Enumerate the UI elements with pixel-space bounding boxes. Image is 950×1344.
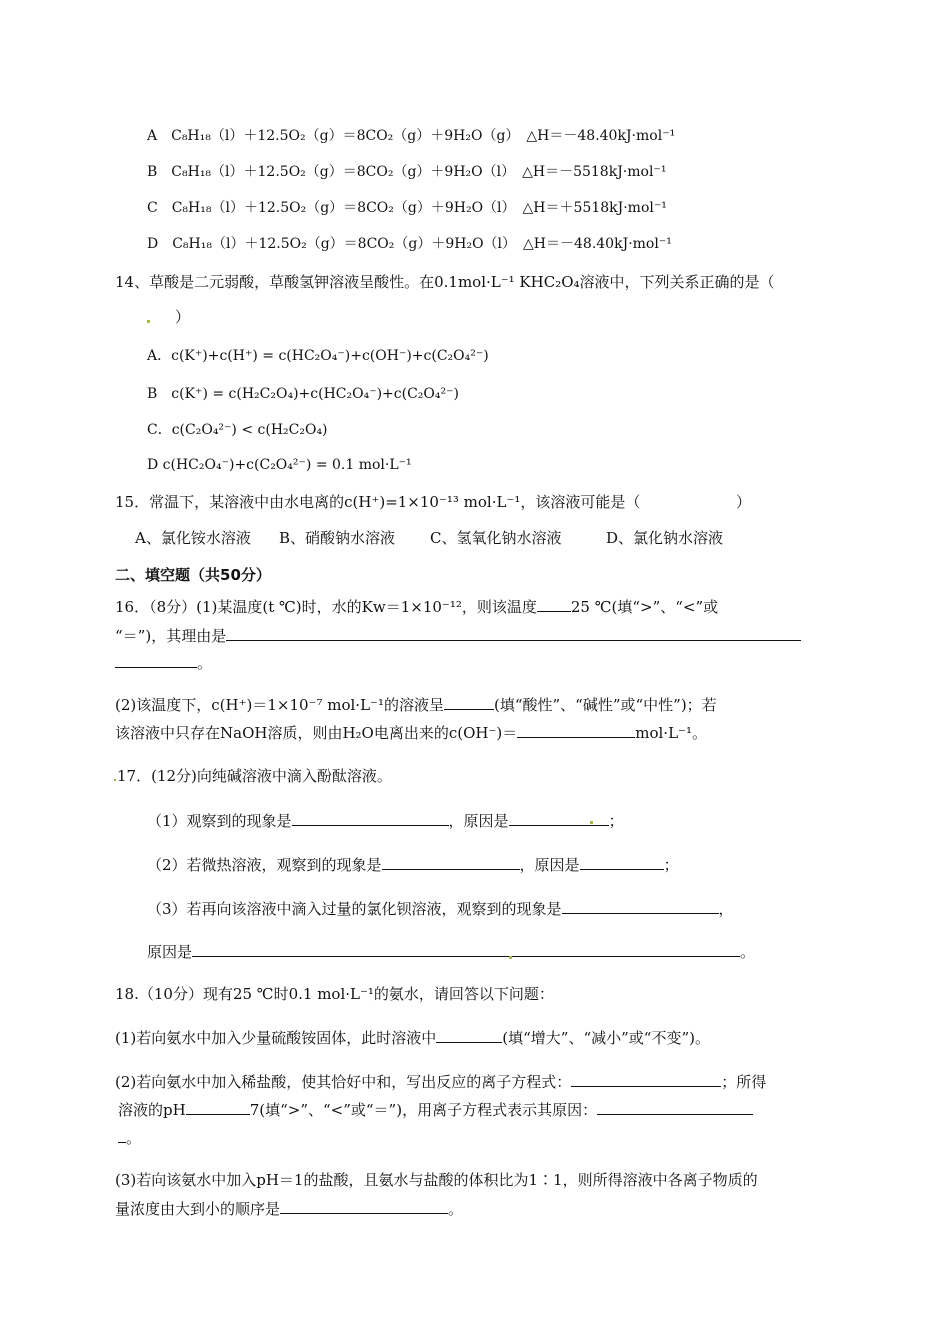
answer-blank[interactable] xyxy=(597,1099,753,1115)
q16-text-2: “＝”)，其理由是 xyxy=(115,627,227,645)
q18-text-2a: (2)若向氨水中加入稀盐酸，使其恰好中和，写出反应的离子方程式： xyxy=(115,1073,572,1091)
q18-text-3a: 溶液的pH xyxy=(118,1101,186,1119)
answer-blank[interactable] xyxy=(537,596,571,612)
q17-part-3 xyxy=(147,898,734,919)
q18-text-3b: 7(填“>”、“<”或“＝”)，用离子方程式表示其原因： xyxy=(249,1101,598,1119)
section-heading: 二、填空题（共50分） xyxy=(115,566,271,584)
q18-part-4 xyxy=(118,1127,141,1148)
answer-blank[interactable] xyxy=(280,1198,448,1214)
q15-stem-close: ） xyxy=(736,493,752,511)
q13-option-b: B C₈H₁₈（l）＋12.5O₂（g）＝8CO₂（g）＋9H₂O（l） △H＝－5518kJ·mol⁻¹ xyxy=(147,164,667,180)
q14-option-c: C．c(C₂O₄²⁻) < c(H₂C₂O₄) xyxy=(147,422,328,438)
answer-blank[interactable] xyxy=(192,941,740,957)
q17-text-1c: ； xyxy=(608,812,624,830)
q16-text-5a: 该溶液中只存在NaOH溶质，则由H₂O电离出来的c(OH⁻)＝ xyxy=(115,724,518,742)
q18-text-6b: 。 xyxy=(448,1200,464,1218)
q18-part-3 xyxy=(118,1099,753,1120)
q14-option-d: D c(HC₂O₄⁻)+c(C₂O₄²⁻) = 0.1 mol·L⁻¹ xyxy=(147,457,412,473)
answer-blank[interactable] xyxy=(580,854,664,870)
scan-speck xyxy=(509,956,512,959)
q17-text-4b: 。 xyxy=(740,943,756,961)
answer-blank[interactable] xyxy=(382,854,520,870)
q16-text-1b: 25 ℃(填“>”、“<”或 xyxy=(570,598,719,616)
scan-speck xyxy=(147,320,150,323)
q18-text-6a: 量浓度由大到小的顺序是 xyxy=(115,1200,281,1218)
q13-option-d: D C₈H₁₈（l）＋12.5O₂（g）＝8CO₂（g）＋9H₂O（l） △H＝－48.40kJ·mol⁻¹ xyxy=(147,236,672,252)
q18-part-6 xyxy=(115,1198,463,1219)
answer-blank[interactable] xyxy=(436,1027,502,1043)
q15-stem: 15．常温下，某溶液中由水电离的c(H⁺)=1×10⁻¹³ mol·L⁻¹，该溶液可能是（ xyxy=(115,493,641,511)
answer-blank[interactable] xyxy=(509,810,609,826)
q17-title: 17．(12分)向纯碱溶液中滴入酚酞溶液。 xyxy=(117,767,392,785)
q16-text-3: 。 xyxy=(197,654,213,672)
q14-stem: 14、草酸是二元弱酸，草酸氢钾溶液呈酸性。在0.1mol·L⁻¹ KHC₂O₄溶液中，下列关系正确的是（ xyxy=(115,273,775,291)
q18-part-2 xyxy=(115,1071,766,1092)
answer-blank[interactable] xyxy=(562,898,719,914)
q18-part-5: (3)若向该氨水中加入pH＝1的盐酸，且氨水与盐酸的体积比为1∶1，则所得溶液中各离子物质的 xyxy=(115,1171,758,1189)
q15-option-a: A、氯化铵水溶液 xyxy=(135,529,251,547)
answer-blank[interactable] xyxy=(115,652,197,668)
q14-option-a: A．c(K⁺)+c(H⁺) = c(HC₂O₄⁻)+c(OH⁻)+c(C₂O₄²⁻) xyxy=(147,348,489,364)
q18-text-2b: ；所得 xyxy=(721,1073,767,1091)
q16-line-1 xyxy=(115,596,718,617)
q15-option-d: D、氯化钠水溶液 xyxy=(606,529,724,547)
q16-line-4 xyxy=(115,694,717,715)
q16-line-5 xyxy=(115,722,707,743)
q18-text-1b: (填“增大”、“减小”或“不变”)。 xyxy=(502,1029,710,1047)
q13-option-c: C C₈H₁₈（l）＋12.5O₂（g）＝8CO₂（g）＋9H₂O（l） △H＝＋5518kJ·mol⁻¹ xyxy=(147,200,667,216)
scan-speck xyxy=(590,821,593,824)
q18-part-1 xyxy=(115,1027,710,1048)
q17-text-1b: ，原因是 xyxy=(448,812,509,830)
answer-blank[interactable] xyxy=(571,1071,721,1087)
answer-blank[interactable] xyxy=(226,625,801,641)
q17-part-1 xyxy=(147,810,624,831)
q17-text-2a: （2）若微热溶液，观察到的现象是 xyxy=(147,856,382,874)
q18-title: 18.（10分）现有25 ℃时0.1 mol·L⁻¹的氨水，请回答以下问题： xyxy=(115,985,554,1003)
answer-blank[interactable] xyxy=(186,1099,250,1115)
q17-text-1a: （1）观察到的现象是 xyxy=(147,812,292,830)
q16-line-2 xyxy=(115,625,801,646)
q15-option-c: C、氢氧化钠水溶液 xyxy=(430,529,562,547)
q17-text-2c: ； xyxy=(663,856,679,874)
q16-text-4a: (2)该温度下，c(H⁺)＝1×10⁻⁷ mol·L⁻¹的溶液呈 xyxy=(115,696,444,714)
q18-text-4: 。 xyxy=(126,1129,142,1147)
q14-stem-close: ） xyxy=(175,308,191,326)
answer-blank[interactable] xyxy=(292,810,449,826)
q16-text-4b: (填“酸性”、“碱性”或“中性”)；若 xyxy=(493,696,717,714)
q17-text-3a: （3）若再向该溶液中滴入过量的氯化钡溶液，观察到的现象是 xyxy=(147,900,562,918)
q17-part-4 xyxy=(147,941,755,962)
answer-blank[interactable] xyxy=(118,1127,126,1143)
q15-option-b: B、硝酸钠水溶液 xyxy=(279,529,396,547)
q16-text-5b: mol·L⁻¹。 xyxy=(635,724,707,742)
answer-blank[interactable] xyxy=(444,694,494,710)
q17-part-2 xyxy=(147,854,679,875)
q16-text-1a: 16．（8分）(1)某温度(t ℃)时，水的Kw＝1×10⁻¹²，则该温度 xyxy=(115,598,537,616)
q18-text-1a: (1)若向氨水中加入少量硫酸铵固体，此时溶液中 xyxy=(115,1029,437,1047)
q13-option-a: A C₈H₁₈（l）＋12.5O₂（g）＝8CO₂（g）＋9H₂O（g） △H＝－48.40kJ·mol⁻¹ xyxy=(147,128,676,144)
q17-text-2b: ，原因是 xyxy=(519,856,580,874)
answer-blank[interactable] xyxy=(517,722,635,738)
scan-speck xyxy=(114,779,116,781)
q17-text-4a: 原因是 xyxy=(147,943,193,961)
q17-text-3b: ， xyxy=(718,900,734,918)
q14-option-b: B c(K⁺) = c(H₂C₂O₄)+c(HC₂O₄⁻)+c(C₂O₄²⁻) xyxy=(147,386,459,402)
q16-line-3 xyxy=(115,652,212,673)
